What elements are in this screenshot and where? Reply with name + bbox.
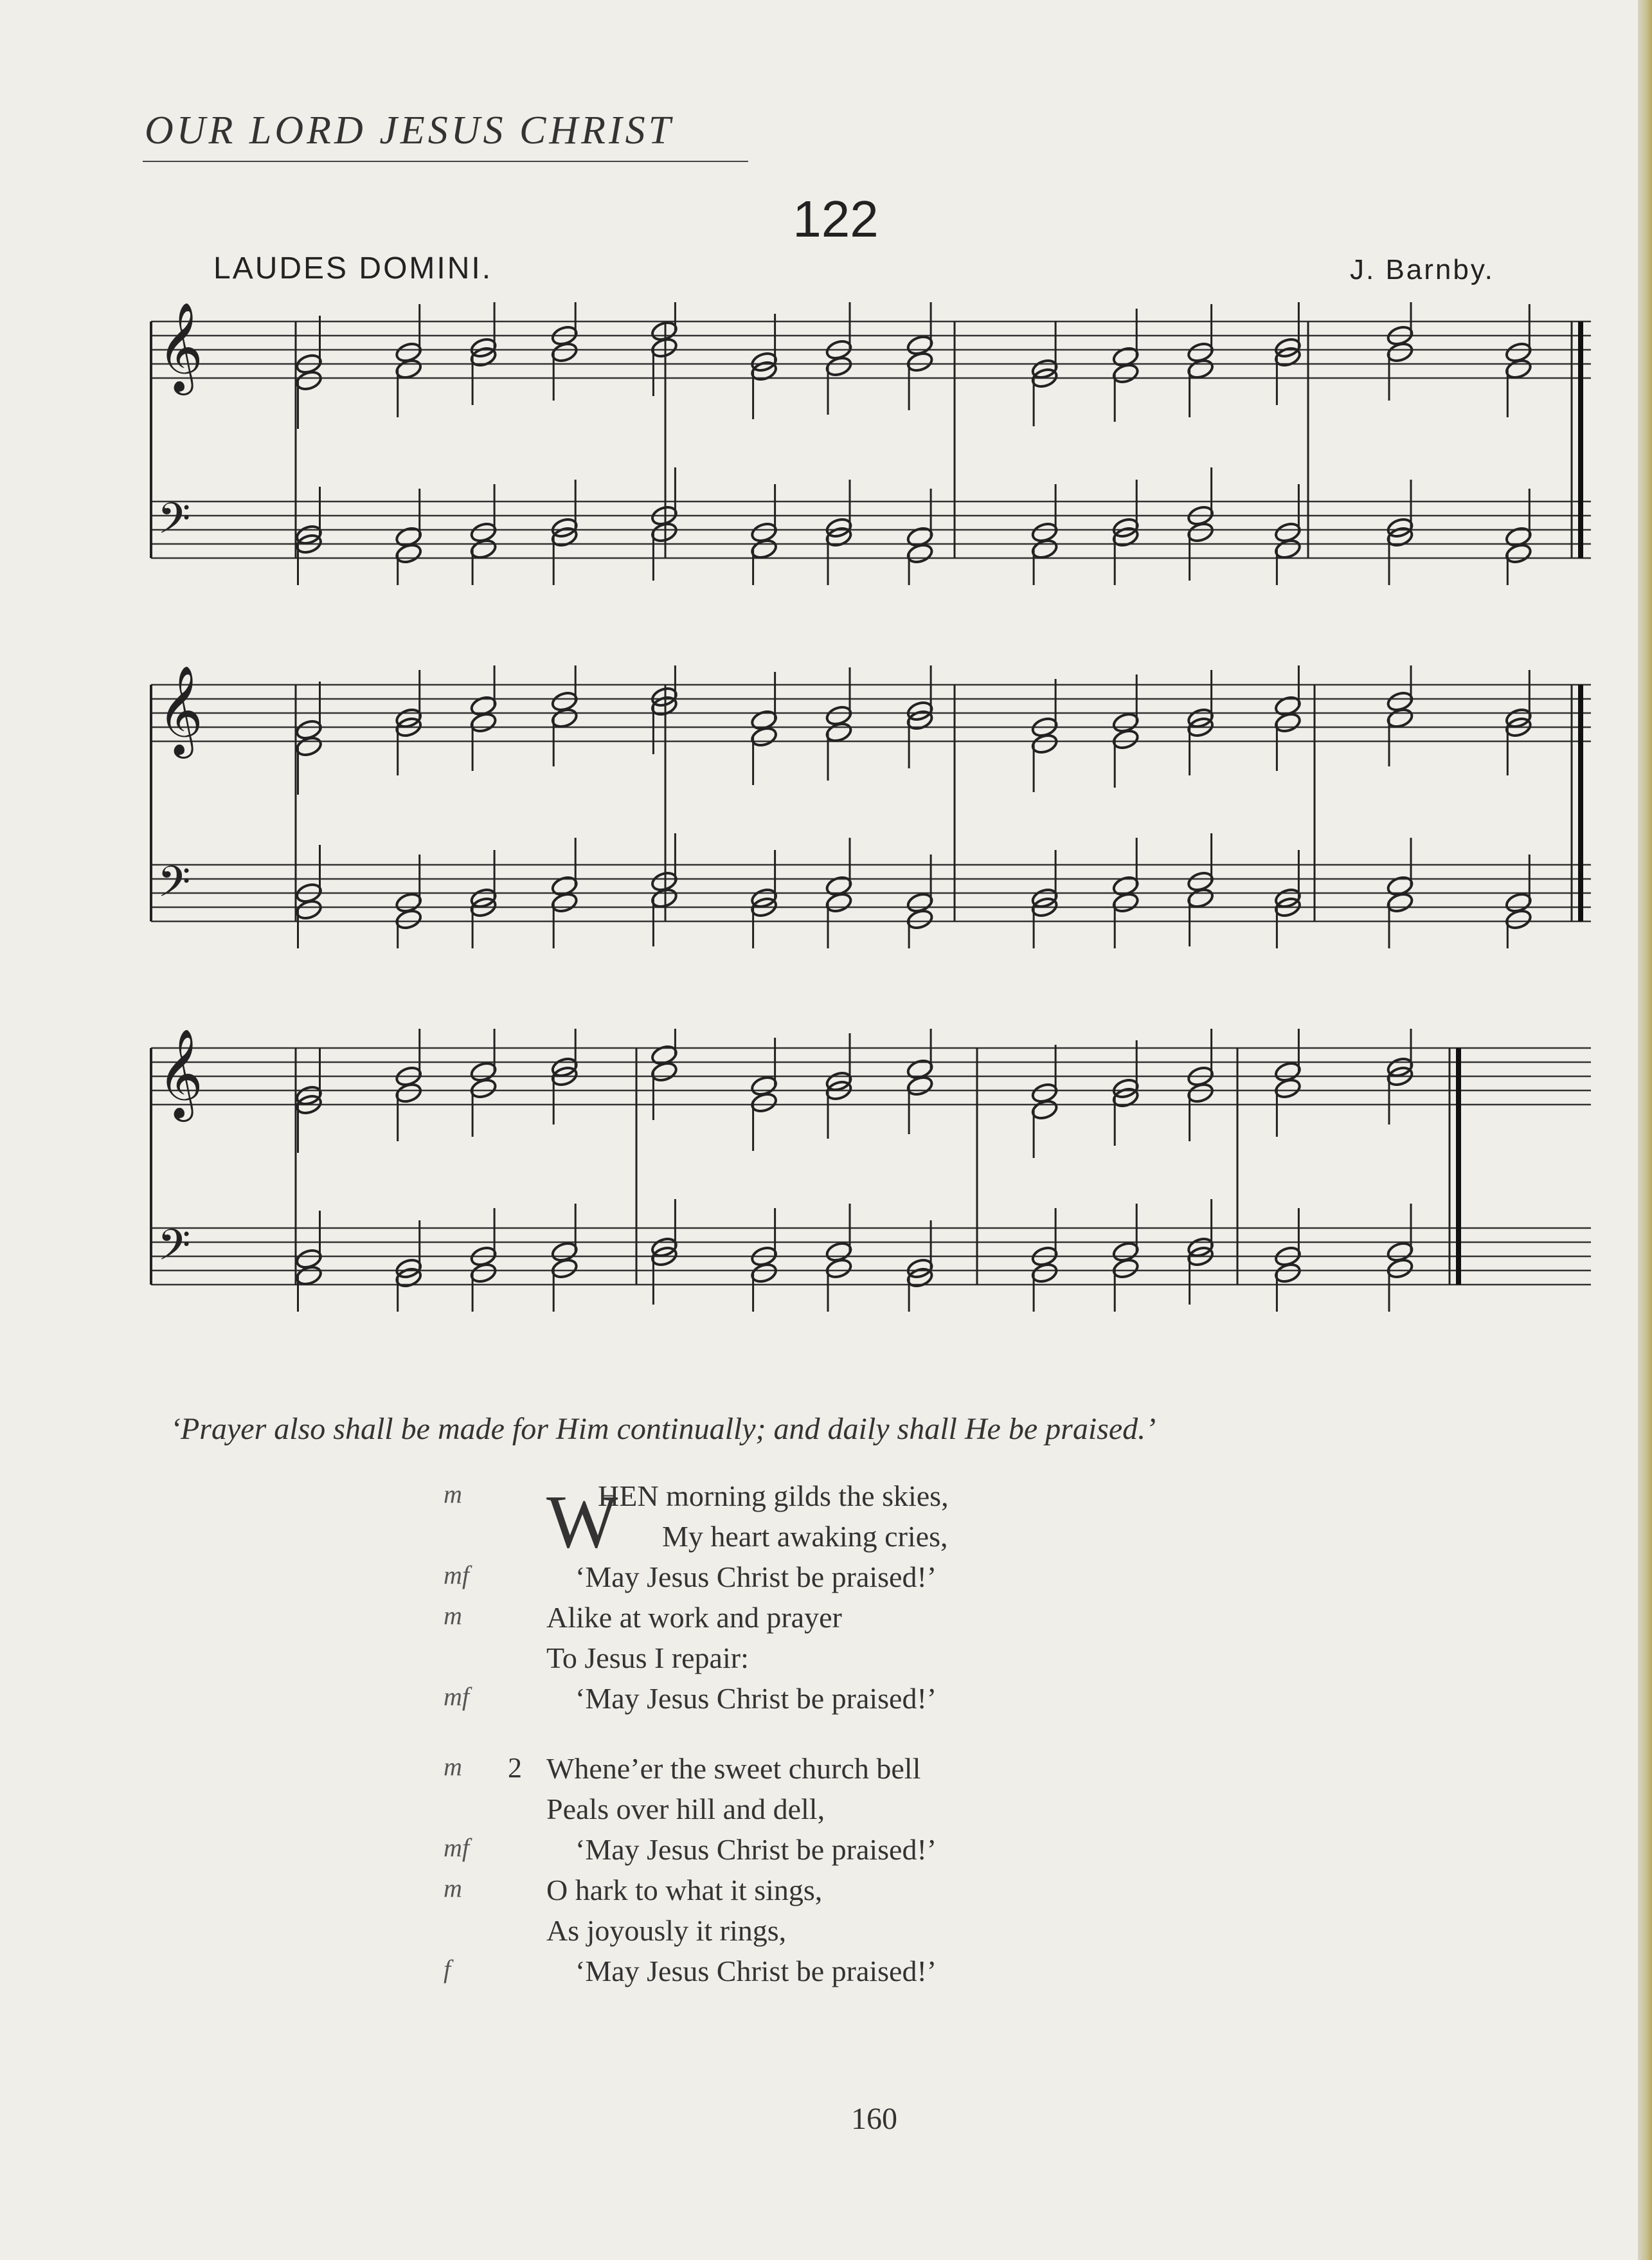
note-head — [750, 1261, 778, 1312]
note-head — [295, 682, 323, 741]
note-head — [295, 1211, 323, 1270]
dynamic-marking: m — [444, 1479, 462, 1508]
note-head — [395, 716, 423, 775]
verse-text: Whene’er the sweet church bell — [546, 1752, 921, 1785]
verse-line — [444, 1560, 1215, 1600]
note-head — [1504, 357, 1532, 417]
note-head — [550, 302, 579, 347]
verse-text: Peals over hill and dell, — [546, 1793, 825, 1825]
note-head — [395, 908, 423, 948]
note-head — [1111, 362, 1140, 422]
section-title: OUR LORD JESUS CHRIST — [145, 109, 674, 152]
verse-line — [444, 1954, 1215, 1994]
note-head — [469, 1208, 498, 1268]
note-head — [906, 350, 934, 410]
note-head — [750, 672, 778, 732]
note-head — [469, 1029, 498, 1083]
note-head — [1386, 838, 1414, 898]
note-head — [1111, 891, 1140, 948]
treble-clef-icon: 𝄞 — [157, 302, 203, 392]
note-head — [1273, 1029, 1302, 1083]
note-head — [550, 1204, 579, 1263]
composer: J. Barnby. — [1350, 254, 1495, 285]
music-staff — [138, 1029, 1604, 1312]
note-head — [1386, 302, 1414, 347]
note-head — [825, 1079, 853, 1139]
note-head — [550, 707, 579, 766]
note-head — [550, 838, 579, 898]
verse-line — [444, 1519, 1215, 1560]
tune-name: LAUDES DOMINI. — [213, 251, 493, 285]
note-head — [750, 484, 778, 544]
note-head — [906, 542, 934, 585]
note-head — [469, 1261, 498, 1312]
note-head — [395, 542, 423, 585]
note-head — [1111, 838, 1140, 898]
verse-text: As joyously it rings, — [546, 1914, 787, 1947]
note-head — [1504, 908, 1532, 948]
note-head — [650, 467, 678, 527]
verse-text: ‘May Jesus Christ be praised!’ — [575, 1560, 937, 1593]
music-system-1 — [138, 302, 1604, 585]
note-head — [1111, 309, 1140, 368]
treble-clef-icon: 𝄞 — [157, 1029, 203, 1118]
note-head — [1273, 665, 1302, 718]
note-head — [750, 359, 778, 419]
note-head — [750, 725, 778, 785]
dynamic-marking: m — [444, 1752, 462, 1781]
note-head — [395, 357, 423, 417]
note-head — [1187, 304, 1215, 364]
music-system-3 — [138, 1029, 1604, 1312]
note-head — [750, 1091, 778, 1151]
note-head — [825, 891, 853, 948]
note-head — [469, 665, 498, 718]
note-head — [650, 694, 678, 754]
note-head — [1111, 728, 1140, 788]
note-head — [750, 538, 778, 585]
verse-text: My heart awaking cries, — [662, 1520, 948, 1553]
note-head — [1111, 1204, 1140, 1263]
page-edge — [1638, 0, 1652, 2260]
music-system-2 — [138, 665, 1604, 948]
note-head — [1111, 525, 1140, 585]
note-head — [469, 345, 498, 405]
note-head — [1187, 467, 1215, 527]
note-head — [469, 484, 498, 544]
note-head — [550, 1065, 579, 1125]
note-head — [1273, 538, 1302, 585]
note-head — [1030, 1045, 1059, 1105]
note-head — [1386, 1065, 1414, 1125]
note-head — [750, 1038, 778, 1098]
note-head — [750, 1208, 778, 1268]
note-head — [1273, 1261, 1302, 1312]
note-head — [1386, 707, 1414, 766]
note-head — [650, 887, 678, 946]
note-head — [1273, 484, 1302, 544]
note-head — [825, 667, 853, 727]
note-head — [825, 838, 853, 898]
note-head — [1504, 716, 1532, 775]
treble-clef-icon: 𝄞 — [157, 665, 203, 755]
note-head — [906, 908, 934, 948]
note-head — [650, 302, 678, 343]
music-staff — [138, 665, 1604, 948]
note-head — [1504, 542, 1532, 585]
note-head — [1030, 366, 1059, 426]
note-head — [650, 336, 678, 396]
note-head — [1187, 1245, 1215, 1305]
note-head — [395, 854, 423, 914]
note-head — [906, 302, 934, 357]
note-head — [650, 1245, 678, 1305]
note-head — [825, 721, 853, 781]
note-head — [650, 833, 678, 893]
bass-clef-icon: 𝄢 — [157, 1220, 191, 1280]
note-head — [1504, 854, 1532, 914]
bass-clef-icon: 𝄢 — [157, 494, 191, 554]
dynamic-marking: mf — [444, 1560, 469, 1589]
note-head — [825, 302, 853, 361]
note-head — [550, 665, 579, 713]
note-head — [906, 1266, 934, 1312]
note-head — [550, 891, 579, 948]
verse-line — [444, 1600, 1215, 1641]
dynamic-marking: mf — [444, 1833, 469, 1862]
drop-cap: W — [546, 1479, 618, 1564]
note-head — [1386, 1204, 1414, 1263]
note-head — [906, 854, 934, 914]
note-head — [825, 525, 853, 585]
note-head — [1187, 1029, 1215, 1088]
note-head — [1273, 1077, 1302, 1137]
verse-line — [444, 1792, 1215, 1832]
note-head — [295, 735, 323, 795]
note-head — [395, 304, 423, 364]
verse-line — [444, 1751, 1215, 1792]
verse-text: O hark to what it sings, — [546, 1874, 823, 1906]
dynamic-marking: f — [444, 1955, 451, 1984]
verse-spacer — [444, 1722, 1215, 1751]
note-head — [550, 525, 579, 585]
note-head — [1187, 716, 1215, 775]
verse-text: Alike at work and prayer — [546, 1601, 842, 1634]
note-head — [1273, 345, 1302, 405]
note-head — [295, 1093, 323, 1153]
note-head — [395, 1266, 423, 1312]
heading-rule — [143, 161, 748, 162]
note-head — [469, 538, 498, 585]
dynamic-marking: m — [444, 1874, 462, 1903]
bass-clef-icon: 𝄢 — [157, 857, 191, 917]
note-head — [1386, 665, 1414, 713]
dynamic-marking: mf — [444, 1682, 469, 1711]
music-staff — [138, 302, 1604, 585]
note-head — [1386, 525, 1414, 585]
verse-line — [444, 1873, 1215, 1913]
epigraph: ‘Prayer also shall be made for Him continually; and daily shall He be praised.’ — [170, 1412, 1156, 1446]
page-number: 160 — [851, 2102, 897, 2136]
verse-text: HEN morning gilds the skies, — [598, 1479, 949, 1512]
note-head — [295, 316, 323, 375]
dynamic-marking: m — [444, 1601, 462, 1630]
verse-line — [444, 1913, 1215, 1954]
note-head — [1111, 674, 1140, 734]
note-head — [1187, 357, 1215, 417]
verse-text: ‘May Jesus Christ be praised!’ — [575, 1833, 937, 1866]
note-head — [1030, 1208, 1059, 1268]
note-head — [469, 1077, 498, 1137]
note-head — [295, 845, 323, 905]
verse-line — [444, 1681, 1215, 1722]
verse-line — [444, 1641, 1215, 1681]
note-head — [1386, 891, 1414, 948]
note-head — [1030, 484, 1059, 544]
note-head — [1030, 1098, 1059, 1158]
verse-text: ‘May Jesus Christ be praised!’ — [575, 1955, 937, 1987]
note-head — [295, 898, 323, 948]
note-head — [906, 489, 934, 548]
note-head — [395, 489, 423, 548]
note-head — [906, 1029, 934, 1081]
hymn-number: 122 — [793, 190, 879, 248]
hymn-verses — [444, 1479, 1215, 1994]
verse-number: 2 — [508, 1752, 522, 1784]
note-head — [1504, 489, 1532, 548]
note-head — [1187, 887, 1215, 946]
note-head — [1273, 1208, 1302, 1268]
note-head — [1111, 1086, 1140, 1146]
note-head — [295, 1264, 323, 1312]
note-head — [395, 1029, 423, 1088]
verse-text: ‘May Jesus Christ be praised!’ — [575, 1682, 937, 1715]
note-head — [1504, 304, 1532, 364]
note-head — [1030, 538, 1059, 585]
note-head — [906, 709, 934, 768]
note-head — [1030, 1261, 1059, 1312]
verse-line — [444, 1832, 1215, 1873]
note-head — [1030, 679, 1059, 739]
verse-text: To Jesus I repair: — [546, 1641, 749, 1674]
note-head — [1187, 833, 1215, 893]
note-head — [825, 1204, 853, 1263]
